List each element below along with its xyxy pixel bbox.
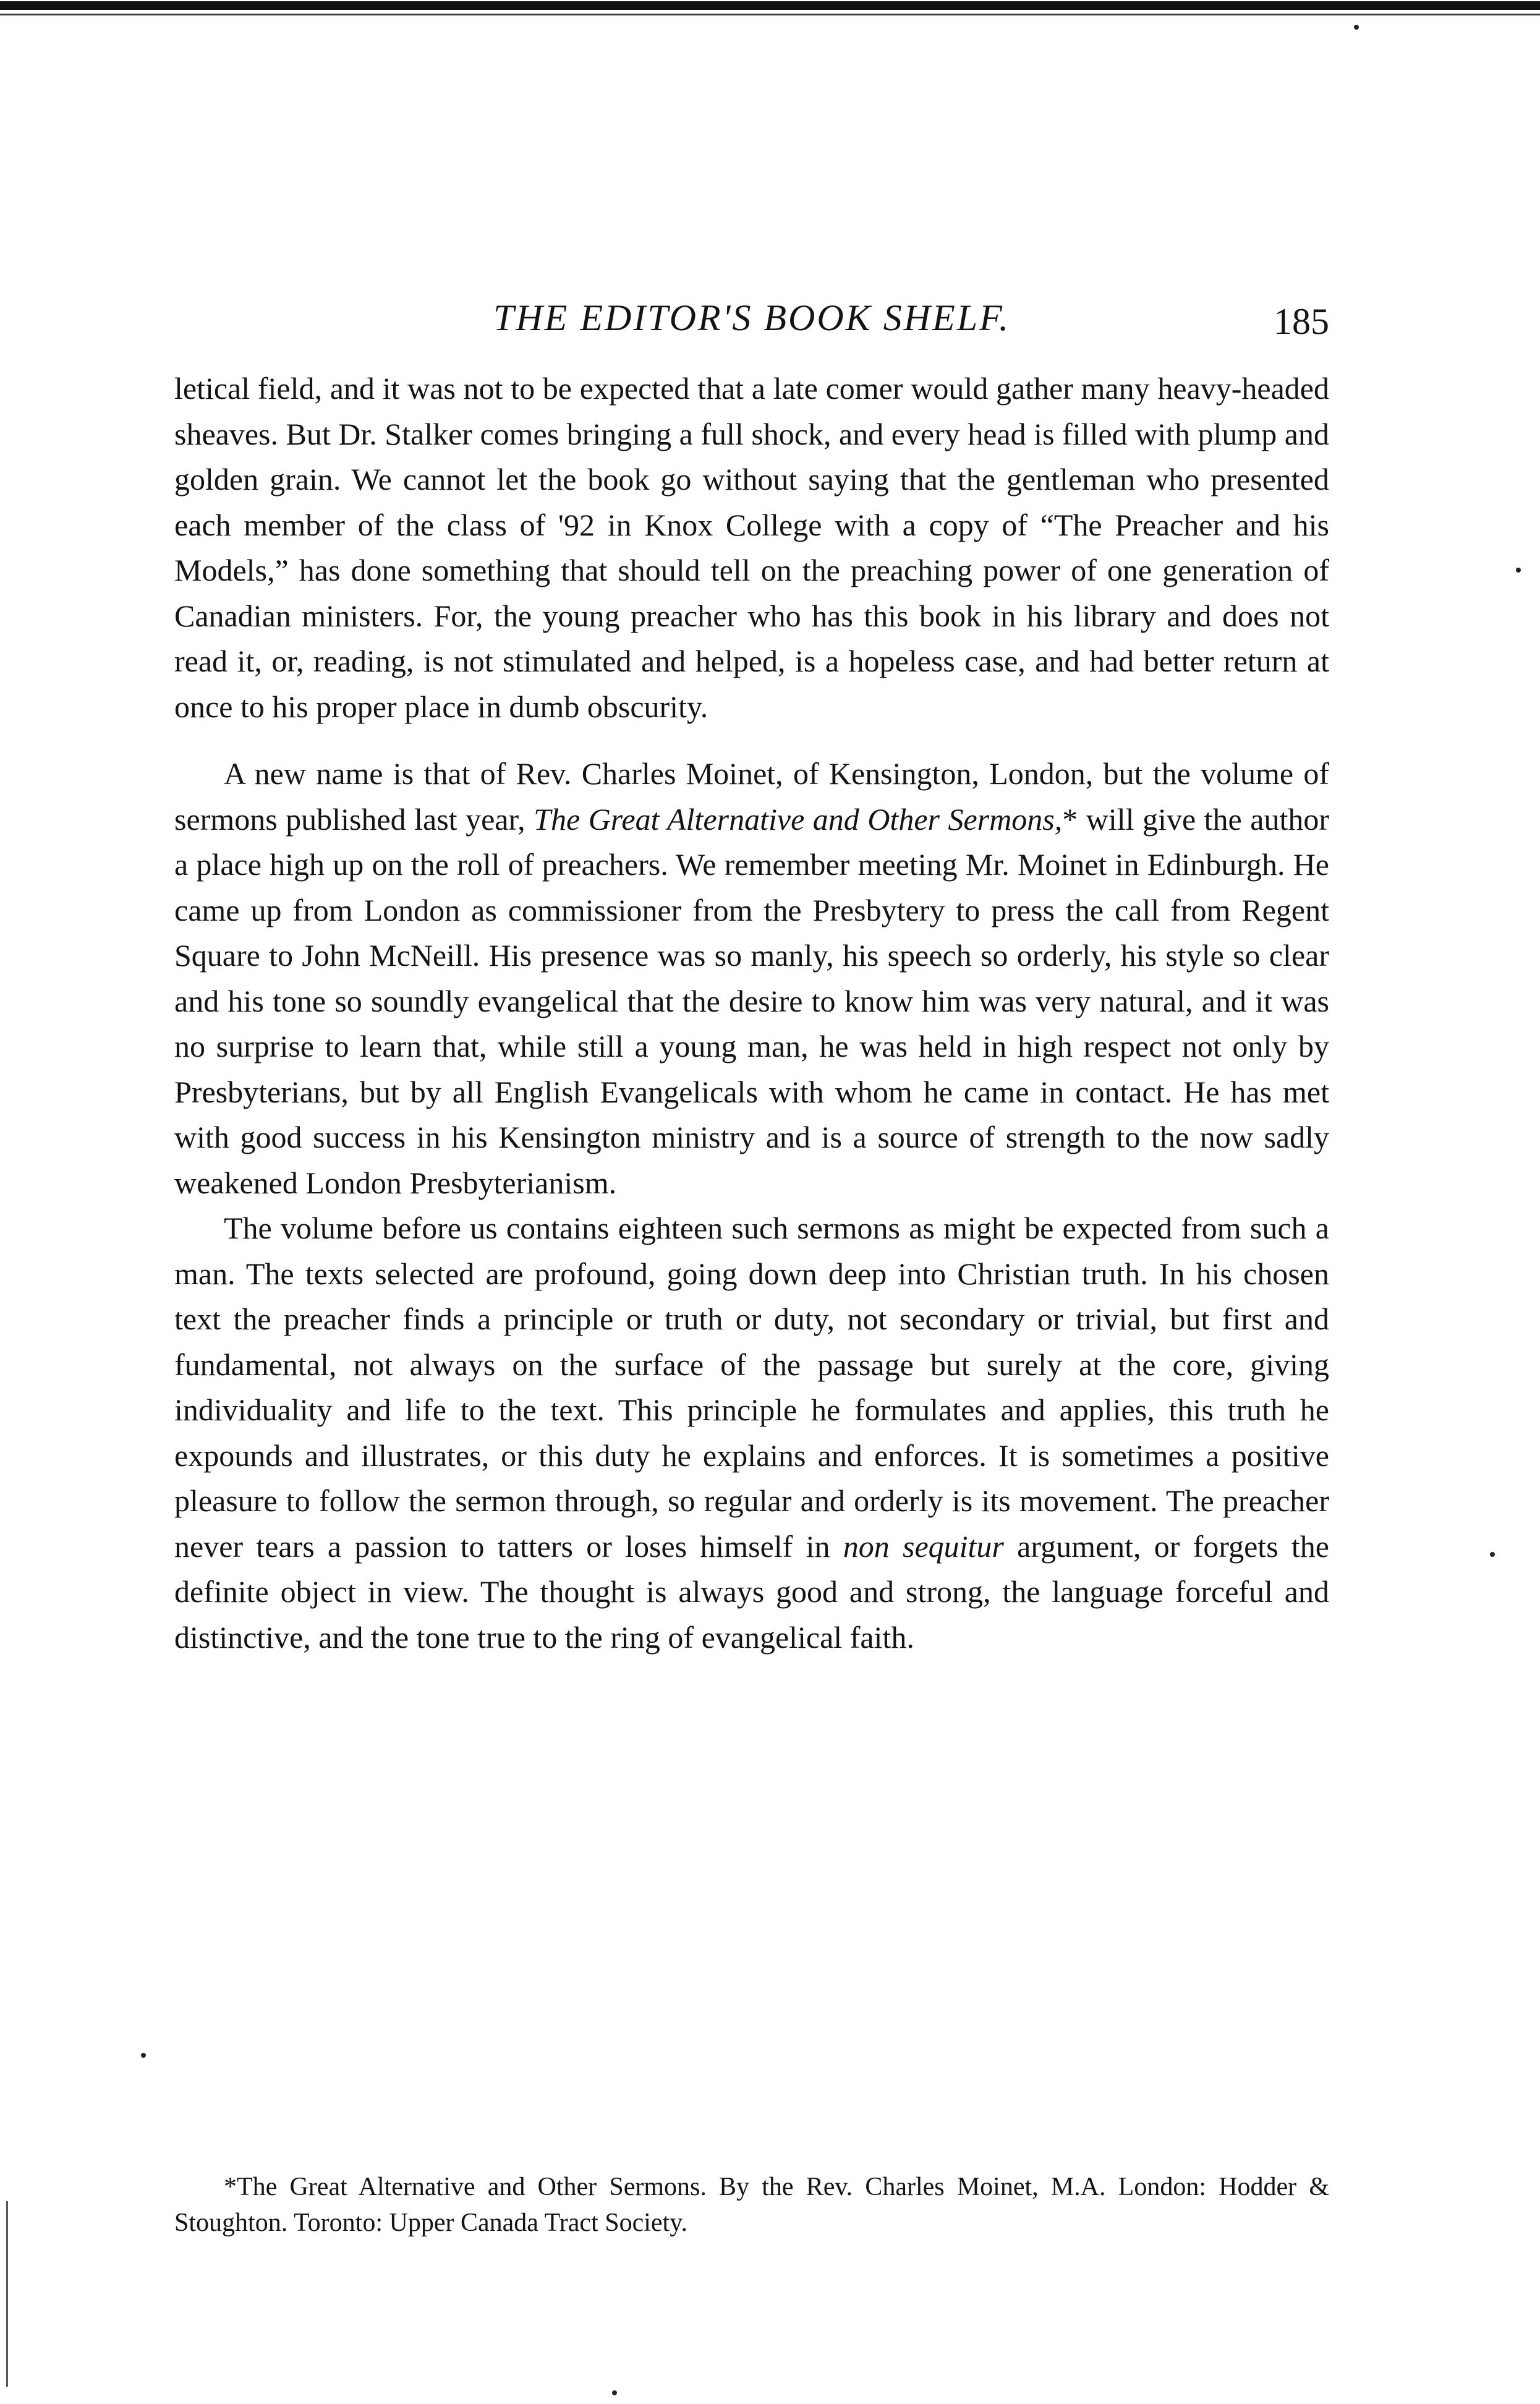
- running-head: [174, 287, 1329, 349]
- paragraph-1: letical field, and it was not to be expected that a late comer would gather many heavy-headed sheaves. But Dr. Stalker comes bringing a full shock, and every head is filled with plump and golden grain. We cannot let the book go without saying that the gentleman who presented each member of the class of '92 in Knox College with a copy of “The Preacher and his Models,” has done something that should tell on the preaching power of one generation of Canadian ministers. For, the young preacher who has this book in his library and does not read it, or, reading, is not stimulated and helped, is a hopeless case, and had better return at once to his proper place in dumb obscurity.: [174, 371, 1329, 724]
- paragraph-3: [174, 1206, 1329, 1660]
- scan-speck: [141, 2053, 146, 2058]
- paragraph-3-text-end: argument, or forgets the definite object in view. The thought is always good and strong, the language forceful and distinctive, and the tone true to the ring of evangelical faith.: [174, 1528, 1329, 1655]
- page-number: 185: [1274, 301, 1329, 342]
- scan-speck: [1490, 1552, 1495, 1557]
- scan-speck: [1354, 25, 1359, 30]
- paragraph-2-text-end: * will give the author a place high up on the roll of preachers. We remember meeting Mr. Moinet in Edinburgh. He came up from London as commissioner from the Presbytery to press the call from Regent Square to John McNeill. His presence was so manly, his speech so orderly, his style so clear and his tone so soundly evangelical that the desire to know him was very natural, and it was no surprise to learn that, while still a young man, he was held in high respect not only by Presbyterians, but by all English Evangelicals with whom he came in contact. He has met with good success in his Kensington ministry and is a source of strength to the now sadly weakened London Presbyterianism.: [174, 801, 1330, 1200]
- paragraph-3-text-start: The volume before us contains eighteen such sermons as might be expected from such a man. The texts selected are profound, going down deep into Christian truth. In his chosen text the preacher finds a principle or truth or duty, not secondary or trivial, but first and fundamental, not always on the surface of the passage but surely at the core, giving individuality and life to the text. This principle he formulates and applies, this truth he expounds and illustrates, or this duty he explains and enforces. It is sometimes a positive pleasure to follow the sermon through, so regular and orderly is its movement. The preacher never tears a passion to tatters or loses himself in: [174, 1211, 1329, 1564]
- book-title-great-alternative: The Great Alternative and Other Sermons,: [534, 801, 1063, 837]
- top-border-thin-rule: [0, 14, 1540, 15]
- footnote: [174, 2169, 1329, 2241]
- paragraph-2: [174, 751, 1329, 1206]
- body-text: [174, 366, 1329, 1660]
- top-border-rule: [0, 1, 1540, 10]
- footnote-text: *The Great Alternative and Other Sermons. By the Rev. Charles Moinet, M.A. London: Hodder & Stoughton. Toronto: Upper Canada Tract Society.: [174, 2173, 1329, 2237]
- scan-edge-mark: [6, 2201, 8, 2387]
- scan-speck: [612, 2390, 617, 2395]
- running-title: THE EDITOR'S BOOK SHELF.: [493, 297, 1010, 338]
- paragraph-2-text-start: A new name is that of Rev. Charles Moinet, of Kensington, London, but the volume of sermons published last year,: [174, 756, 1329, 837]
- phrase-non-sequitur: non sequitur: [843, 1528, 1004, 1564]
- scan-speck: [1516, 568, 1521, 573]
